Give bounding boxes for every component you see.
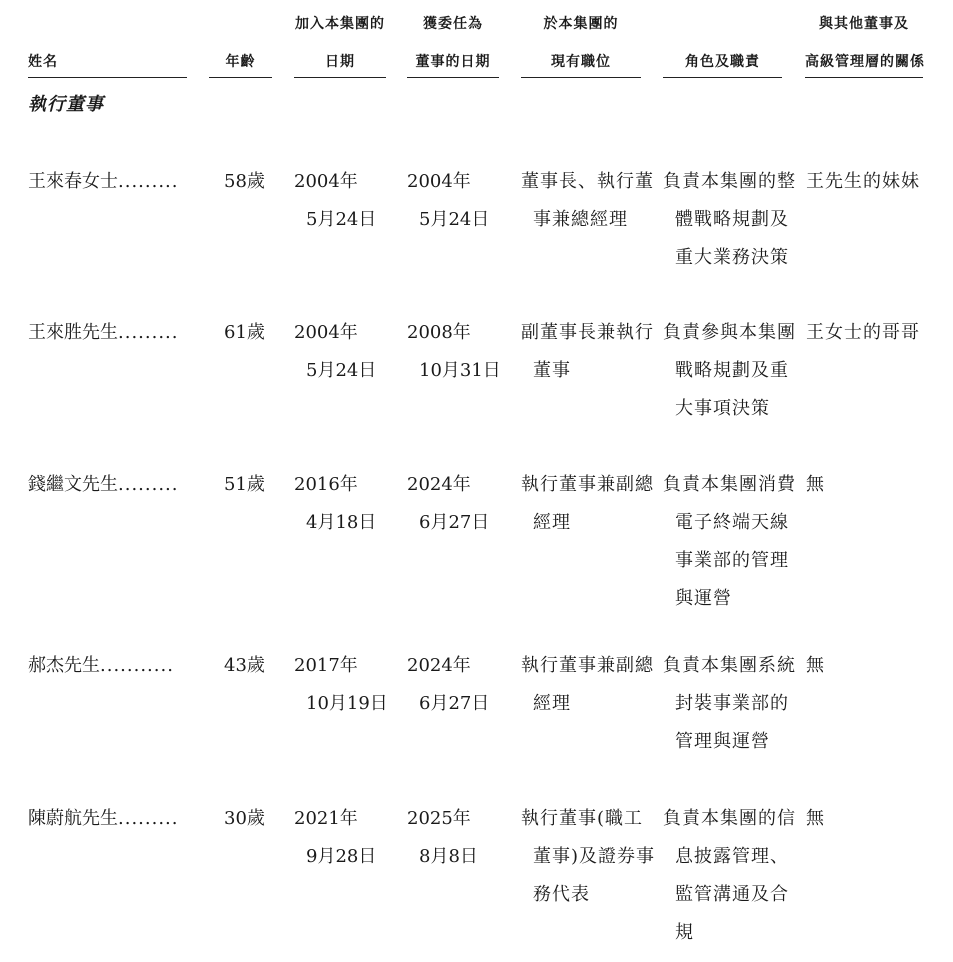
position-cell	[521, 647, 654, 723]
header-rule-name	[28, 77, 187, 78]
relationship-line: 無	[806, 474, 825, 495]
header-join-line1: 加入本集團的	[295, 16, 385, 32]
leader-dots: ...........	[100, 655, 174, 676]
header-join-line2: 日期	[325, 54, 355, 70]
appointment-year: 2004年	[407, 171, 471, 192]
header-roles-line2: 角色及職責	[685, 54, 760, 70]
join-date-cell	[294, 466, 376, 542]
director-name-cell	[28, 163, 179, 201]
relationship-cell	[806, 163, 920, 201]
header-current-position	[521, 0, 641, 76]
header-position-line1: 於本集團的	[543, 16, 619, 32]
roles-cell	[663, 647, 796, 761]
position-cell	[521, 163, 654, 239]
join-date-cell	[294, 163, 376, 239]
leader-dots: .........	[118, 322, 179, 343]
join-day: 5月24日	[306, 360, 377, 381]
header-age	[209, 0, 272, 76]
header-appointment-date	[407, 0, 499, 76]
join-year: 2004年	[294, 322, 358, 343]
director-name-cell	[28, 647, 174, 685]
relationship-line: 王女士的哥哥	[806, 322, 920, 343]
appointment-year: 2024年	[407, 655, 471, 676]
header-rule-relationship	[805, 77, 923, 78]
header-relationship-line1: 與其他董事及	[819, 16, 909, 32]
header-rule-appointment	[407, 77, 499, 78]
roles-line: 重大業務決策	[675, 247, 789, 268]
position-line: 副董事長兼執行	[521, 322, 654, 343]
header-name	[28, 0, 188, 76]
roles-line: 電子終端天線	[675, 512, 789, 533]
header-rule-age	[209, 77, 272, 78]
roles-line: 負責本集團的信	[663, 808, 796, 829]
roles-line: 體戰略規劃及	[675, 209, 789, 230]
join-year: 2021年	[294, 808, 358, 829]
position-line: 董事長、執行董	[521, 171, 654, 192]
leader-dots: .........	[118, 474, 179, 495]
leader-dots: .........	[118, 171, 179, 192]
director-name: 陳蔚航先生	[28, 808, 118, 829]
join-year: 2016年	[294, 474, 358, 495]
roles-line: 大事項決策	[675, 398, 770, 419]
appointment-day: 5月24日	[419, 209, 490, 230]
director-age: 58歲	[224, 171, 265, 192]
roles-cell	[663, 314, 796, 428]
roles-line: 事業部的管理	[675, 550, 789, 571]
position-line: 經理	[533, 693, 571, 714]
relationship-cell	[806, 800, 825, 838]
roles-line: 規	[675, 922, 694, 943]
join-year: 2017年	[294, 655, 358, 676]
director-name: 王來胜先生	[28, 322, 118, 343]
director-name-cell	[28, 314, 179, 352]
roles-line: 監管溝通及合	[675, 884, 789, 905]
header-rule-join	[294, 77, 386, 78]
header-appointment-line1: 獲委任為	[423, 16, 483, 32]
director-name: 錢繼文先生	[28, 474, 118, 495]
header-join-date	[294, 0, 386, 76]
join-day: 9月28日	[306, 846, 377, 867]
join-date-cell	[294, 314, 376, 390]
appointment-date-cell	[407, 163, 489, 239]
appointment-year: 2008年	[407, 322, 471, 343]
roles-line: 息披露管理、	[675, 846, 789, 867]
position-line: 執行董事(職工	[521, 808, 644, 829]
roles-cell	[663, 800, 796, 952]
director-name: 王來春女士	[28, 171, 118, 192]
join-day: 4月18日	[306, 512, 377, 533]
appointment-date-cell	[407, 647, 489, 723]
director-name: 郝杰先生	[28, 655, 100, 676]
header-relationship	[805, 0, 923, 76]
appointment-year: 2024年	[407, 474, 471, 495]
roles-line: 管理與運營	[675, 731, 770, 752]
director-age: 61歲	[224, 322, 265, 343]
join-date-cell	[294, 647, 388, 723]
header-name-line2: 姓名	[28, 54, 58, 70]
position-cell	[521, 466, 654, 542]
director-age: 30歲	[224, 808, 265, 829]
header-relationship-line2: 高級管理層的關係	[805, 54, 925, 70]
director-age: 51歲	[224, 474, 265, 495]
position-line: 務代表	[533, 884, 590, 905]
appointment-date-cell	[407, 466, 489, 542]
leader-dots: .........	[118, 808, 179, 829]
appointment-day: 6月27日	[419, 693, 490, 714]
relationship-line: 無	[806, 808, 825, 829]
header-rule-roles	[663, 77, 782, 78]
appointment-day: 8月8日	[419, 846, 478, 867]
header-age-line2: 年齡	[225, 54, 256, 70]
relationship-cell	[806, 647, 825, 685]
position-line: 董事)及證券事	[533, 846, 656, 867]
appointment-date-cell	[407, 800, 478, 876]
roles-line: 戰略規劃及重	[675, 360, 789, 381]
join-date-cell	[294, 800, 376, 876]
join-day: 5月24日	[306, 209, 377, 230]
join-day: 10月19日	[306, 693, 388, 714]
roles-line: 負責參與本集團	[663, 322, 796, 343]
section-title: 執行董事	[28, 94, 104, 115]
header-roles	[663, 0, 782, 76]
position-line: 執行董事兼副總	[521, 474, 654, 495]
relationship-line: 無	[806, 655, 825, 676]
position-line: 事兼總經理	[533, 209, 628, 230]
relationship-cell	[806, 314, 920, 352]
roles-line: 負責本集團系統	[663, 655, 796, 676]
position-line: 經理	[533, 512, 571, 533]
header-position-line2: 現有職位	[551, 54, 611, 70]
appointment-year: 2025年	[407, 808, 471, 829]
director-age: 43歲	[224, 655, 265, 676]
header-appointment-line2: 董事的日期	[415, 54, 491, 70]
director-name-cell	[28, 466, 179, 504]
roles-line: 封裝事業部的	[675, 693, 789, 714]
position-cell	[521, 800, 655, 914]
appointment-day: 6月27日	[419, 512, 490, 533]
roles-cell	[663, 466, 796, 618]
roles-line: 負責本集團消費	[663, 474, 796, 495]
roles-cell	[663, 163, 796, 277]
join-year: 2004年	[294, 171, 358, 192]
appointment-date-cell	[407, 314, 501, 390]
position-line: 董事	[533, 360, 571, 381]
roles-line: 負責本集團的整	[663, 171, 796, 192]
position-line: 執行董事兼副總	[521, 655, 654, 676]
relationship-line: 王先生的妹妹	[806, 171, 920, 192]
position-cell	[521, 314, 654, 390]
relationship-cell	[806, 466, 825, 504]
header-rule-position	[521, 77, 641, 78]
roles-line: 與運營	[675, 588, 732, 609]
director-name-cell	[28, 800, 179, 838]
appointment-day: 10月31日	[419, 360, 501, 381]
